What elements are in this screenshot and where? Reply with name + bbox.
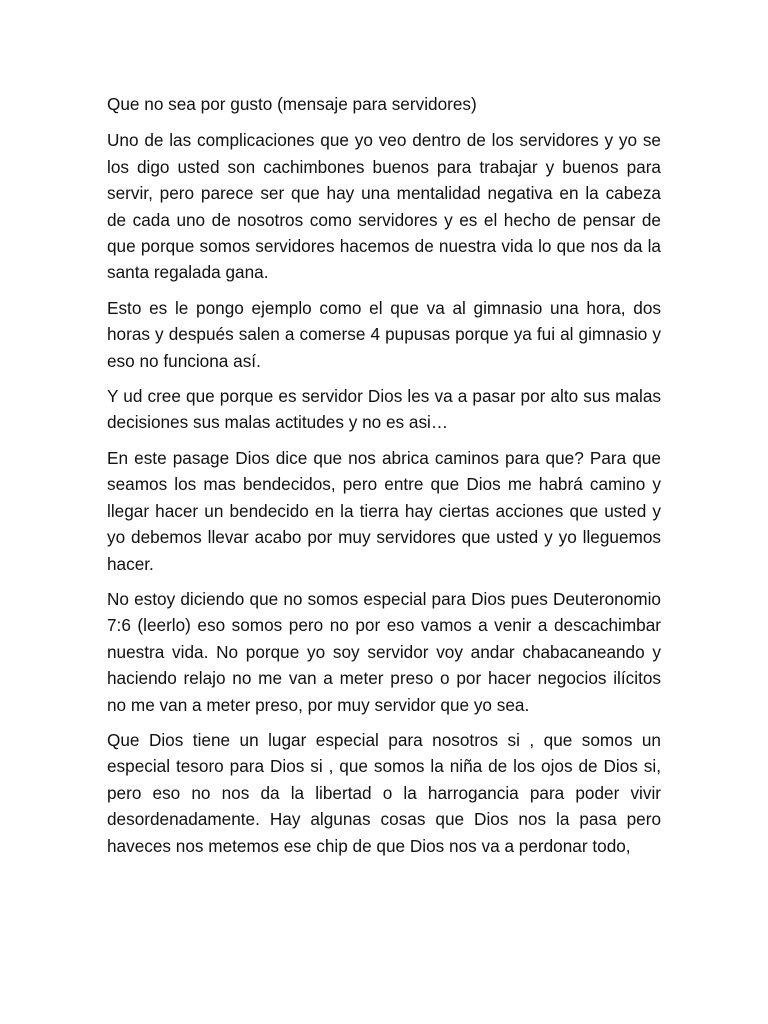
document-title: Que no sea por gusto (mensaje para servidores) xyxy=(107,94,477,114)
paragraph-1: Uno de las complicaciones que yo veo dentro de los servidores y yo se los digo usted son cachimbones buenos para trabajar y buenos para servir, pero parece ser que hay una mentalidad negativa en la cabeza de cada uno de nosotros como servidores y es el hecho de pensar de que porque somos servidores hacemos de nuestra vida lo que nos da la santa regalada gana. xyxy=(107,130,661,283)
paragraph-4: En este pasage Dios dice que nos abrica caminos para que? Para que seamos los mas bendecidos, pero entre que Dios me habrá camino y llegar hacer un bendecido en la tierra hay ciertas acciones que usted y yo debemos llevar acabo por muy servidores que usted y yo lleguemos hacer. xyxy=(107,447,661,574)
paragraph-3: Y ud cree que porque es servidor Dios les va a pasar por alto sus malas decisiones sus malas actitudes y no es asi… xyxy=(107,386,661,433)
document-body xyxy=(107,91,661,868)
paragraph-2: Esto es le pongo ejemplo como el que va al gimnasio una hora, dos horas y después salen a comerse 4 pupusas porque ya fui al gimnasio y eso no funciona así. xyxy=(107,297,661,371)
paragraph-5: No estoy diciendo que no somos especial para Dios pues Deuteronomio 7:6 (leerlo) eso somos pero no por eso vamos a venir a descachimbar nuestra vida. No porque yo soy servidor voy andar chabacaneando y haciendo relajo no me van a meter preso o por hacer negocios ilícitos no me van a meter preso, por muy servidor que yo sea. xyxy=(107,588,661,715)
paragraph-6: Que Dios tiene un lugar especial para nosotros si , que somos un especial tesoro para Dios si , que somos la niña de los ojos de Dios si, pero eso no nos da la libertad o la harrogancia para poder vivir desordenadamente. Hay algunas cosas que Dios nos la pasa pero haveces nos metemos ese chip de que Dios nos va a perdonar todo, xyxy=(107,729,661,856)
